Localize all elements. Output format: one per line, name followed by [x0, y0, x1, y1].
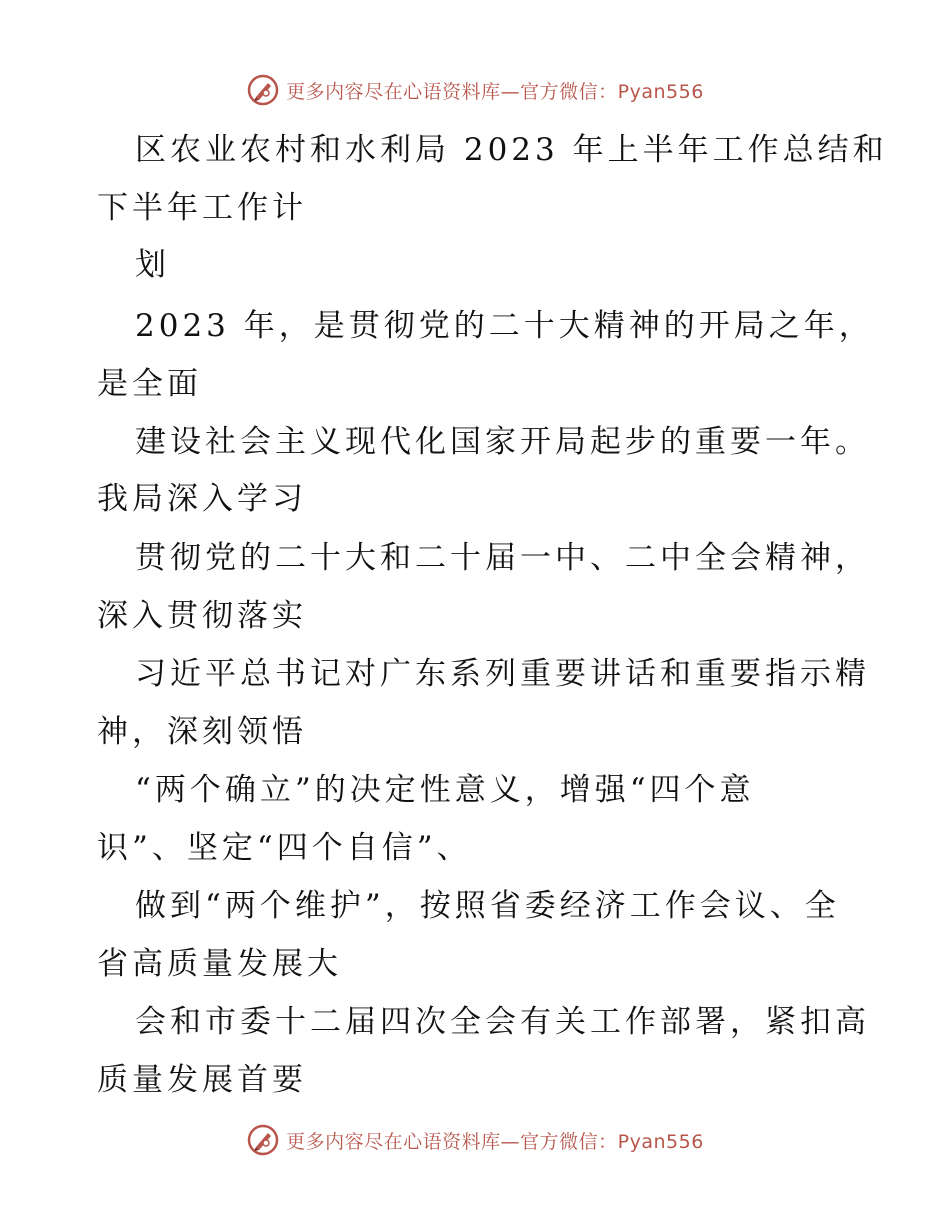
footer-watermark: [246, 1123, 704, 1157]
text-line: 是全面: [97, 366, 202, 402]
text-line: 下半年工作计: [97, 190, 307, 226]
text-line: 深入贯彻落实: [97, 598, 307, 634]
header-watermark-banner: [0, 70, 950, 110]
text-line: 贯彻党的二十大和二十届一中、二中全会精神，: [135, 540, 870, 576]
footer-watermark-text: 更多内容尽在心语资料库—官方微信：Pyan556: [286, 1130, 704, 1153]
header-watermark-text: 更多内容尽在心语资料库—官方微信：Pyan556: [286, 80, 704, 103]
header-watermark: [246, 73, 704, 107]
text-line: 区农业农村和水利局 2023 年上半年工作总结和: [135, 132, 888, 168]
text-line: 省高质量发展大: [97, 946, 342, 982]
text-line: 做到“两个维护”，按照省委经济工作会议、全: [135, 888, 840, 924]
text-line: 会和市委十二届四次全会有关工作部署，紧扣高: [135, 1004, 870, 1040]
text-line: 建设社会主义现代化国家开局起步的重要一年。: [135, 424, 870, 460]
text-line: 我局深入学习: [97, 481, 307, 517]
pen-logo-icon: [246, 1123, 280, 1157]
text-line: 识”、坚定“四个自信”、: [97, 830, 472, 866]
footer-watermark-banner: [0, 1120, 950, 1160]
text-line: 质量发展首要: [97, 1062, 307, 1098]
text-line: 习近平总书记对广东系列重要讲话和重要指示精: [135, 656, 870, 692]
text-line: “两个确立”的决定性意义，增强“四个意: [135, 772, 755, 808]
text-line: 2023 年，是贯彻党的二十大精神的开局之年，: [135, 308, 874, 344]
text-line: 划: [135, 247, 170, 283]
text-line: 神，深刻领悟: [97, 714, 307, 750]
pen-logo-icon: [246, 73, 280, 107]
